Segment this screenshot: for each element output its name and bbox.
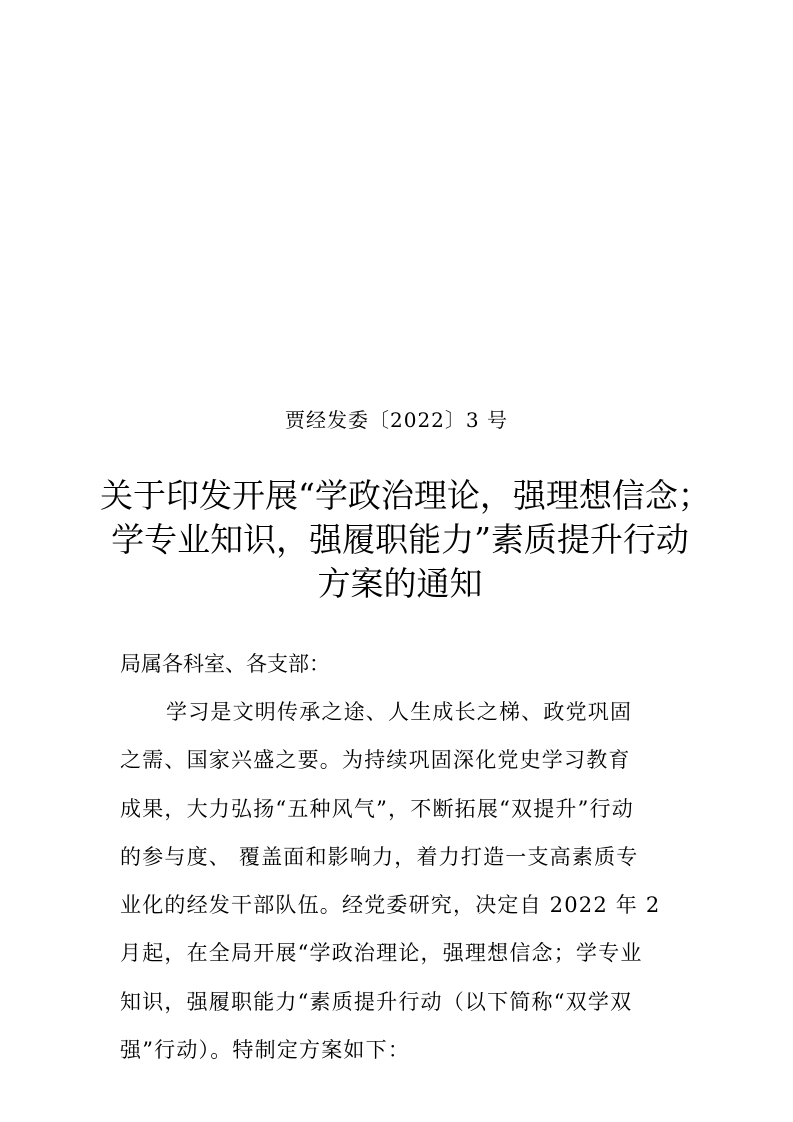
body-line: 学习是文明传承之途、人生成长之梯、政党巩固 <box>166 700 633 724</box>
body-line: 知识，强履职能力“素质提升行动（以下简称“双学双 <box>120 989 633 1014</box>
body-line: 成果，大力弘扬“五种风气”，不断拓展“双提升”行动 <box>120 796 634 821</box>
body-line: 之需、国家兴盛之要。为持续巩固深化党史学习教育 <box>120 748 631 773</box>
document-number: 贾经发委〔2022〕3 号 <box>285 408 508 432</box>
title-line: 方案的通知 <box>317 564 483 603</box>
body-line: 的参与度、 覆盖面和影响力，着力打造一支高素质专 <box>120 844 639 869</box>
body-paragraph <box>120 688 680 1074</box>
title-line: 关于印发开展“学政治理论，强理想信念； <box>100 476 711 515</box>
salutation: 局属各科室、各支部： <box>120 652 330 676</box>
body-line: 业化的经发干部队伍。经党委研究，决定自 2022 年 2 <box>120 893 661 918</box>
body-line: 月起，在全局开展“学政治理论，强理想信念；学专业 <box>120 941 643 966</box>
title-line: 学专业知识，强履职能力”素质提升行动 <box>111 520 689 559</box>
body-line: 强”行动）。特制定方案如下： <box>120 1038 411 1063</box>
document-title <box>100 474 711 606</box>
